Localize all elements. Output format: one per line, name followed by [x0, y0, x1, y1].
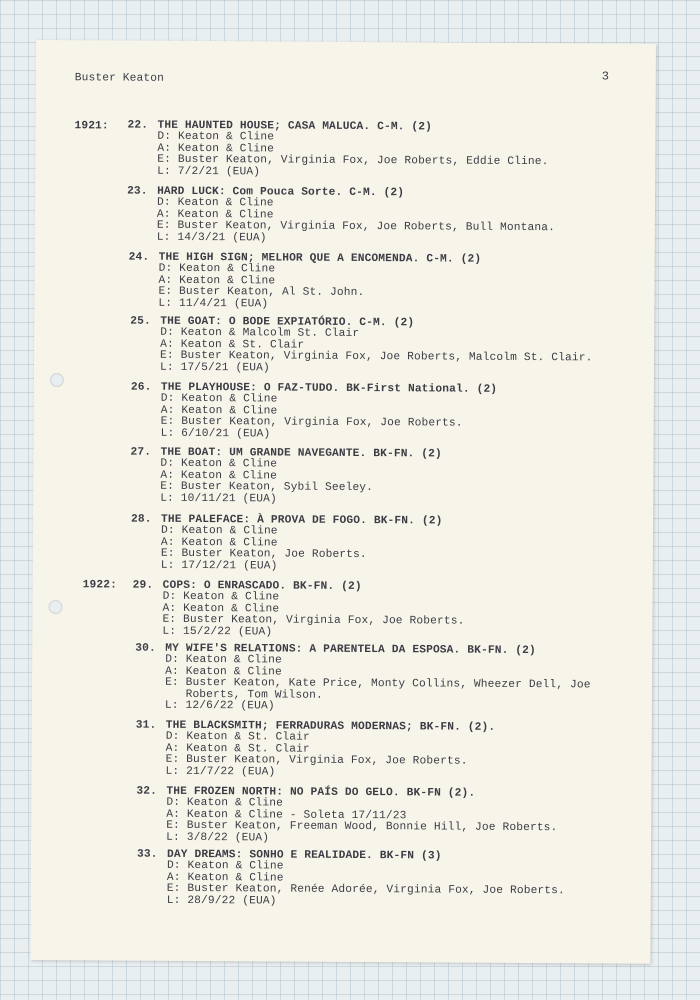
credit-line: L: 15/2/22 (EUA) — [162, 625, 273, 639]
credit-line: L: 3/8/22 (EUA) — [166, 831, 270, 845]
year-label-1922: 1922: — [82, 579, 118, 592]
entry-title: THE BLACKSMITH; FERRADURAS MODERNAS; BK-FN. (2). — [165, 719, 496, 734]
credit-line: L: 10/11/21 (EUA) — [160, 492, 277, 506]
credit-line: A: Keaton & Cline — [165, 665, 282, 679]
entry-number: 28. — [131, 513, 152, 526]
credit-line: E: Buster Keaton, Virginia Fox, Joe Roberts, Bull Montana. — [156, 219, 555, 235]
credit-line: D: Keaton & Cline — [165, 653, 282, 667]
credit-line: A: Keaton & Cline — [158, 274, 276, 288]
entry-title: THE FROZEN NORTH: NO PAÍS DO GELO. BK-FN (2). — [166, 785, 476, 800]
credit-line: A: Keaton & Cline — [160, 404, 278, 418]
entry-title: THE HIGH SIGN; MELHOR QUE A ENCOMENDA. C-M. (2) — [158, 251, 482, 266]
entry-number: 25. — [130, 315, 151, 328]
credit-line: E: Buster Keaton, Kate Price, Monty Collins, Wheezer Dell, Joe — [165, 676, 591, 692]
credit-line: E: Buster Keaton, Joe Roberts. — [160, 547, 367, 562]
entry-credits — [165, 732, 467, 780]
credit-line: A: Keaton & Cline — [156, 208, 274, 222]
entry-credits — [160, 328, 593, 377]
typed-page — [30, 40, 656, 964]
credit-line: L: 14/3/21 (EUA) — [156, 231, 267, 245]
entry-number: 32. — [136, 785, 158, 798]
credit-line: E: Buster Keaton, Virginia Fox, Joe Roberts. — [162, 613, 465, 628]
entry-title: THE HAUNTED HOUSE; CASA MALUCA. C-M. (2) — [157, 119, 433, 134]
credit-line: L: 11/4/21 (EUA) — [158, 297, 269, 311]
credit-line: A: Keaton & Cline — [162, 602, 280, 616]
credit-line: D: Keaton & Malcolm St. Clair — [160, 326, 360, 340]
credit-line: A: Keaton & Cline — [166, 871, 284, 885]
entry-number: 31. — [135, 719, 157, 732]
entry-credits — [165, 655, 591, 716]
credit-line: E: Buster Keaton, Virginia Fox, Joe Roberts. — [165, 753, 468, 768]
credit-line: L: 28/9/22 (EUA) — [166, 894, 277, 908]
credit-line: D: Keaton & St. Clair — [165, 730, 310, 744]
credit-line: A: Keaton & Cline — [157, 142, 275, 156]
credit-line: L: 21/7/22 (EUA) — [165, 765, 276, 779]
entry-title: THE PALEFACE: À PROVA DE FOGO. BK-FN. (2) — [161, 513, 443, 528]
entry-number: 29. — [132, 579, 154, 592]
credit-line: A: Keaton & Cline — [160, 536, 278, 550]
credit-line: D: Keaton & Cline — [160, 457, 278, 471]
credit-line: E: Buster Keaton, Al St. John. — [158, 285, 365, 300]
credit-line: A: Keaton & St. Clair — [160, 338, 305, 352]
entry-title: THE BOAT: UM GRANDE NAVEGANTE. BK-FN. (2) — [160, 446, 442, 461]
entry-number: 22. — [127, 119, 149, 132]
credit-line: E: Buster Keaton, Virginia Fox, Joe Roberts, Eddie Cline. — [157, 153, 549, 169]
credit-line: E: Buster Keaton, Freeman Wood, Bonnie Hill, Joe Roberts. — [166, 819, 558, 835]
credit-line: A: Keaton & Cline — [160, 469, 278, 483]
punch-hole — [50, 373, 64, 387]
entry-credits — [167, 861, 565, 910]
entry-credits — [157, 198, 555, 247]
entry-credits — [162, 592, 464, 640]
credit-line: A: Keaton & Cline - Soleta 17/11/23 — [166, 808, 407, 822]
entry-number: 24. — [128, 251, 150, 264]
entry-credits — [166, 798, 558, 847]
credit-line: E: Buster Keaton, Sybil Seeley. — [160, 480, 374, 495]
entry-title: THE GOAT: O BODE EXPIATÓRIO. C-M. (2) — [160, 315, 415, 330]
entry-credits — [160, 459, 373, 507]
entry-title: HARD LUCK: Com Pouca Sorte. C-M. (2) — [157, 185, 405, 200]
credit-line: E: Buster Keaton, Virginia Fox, Joe Roberts. — [160, 415, 463, 430]
credit-line: L: 6/10/21 (EUA) — [160, 427, 271, 441]
page-number: 3 — [601, 69, 610, 84]
entry-credits — [157, 132, 549, 181]
credit-line: D: Keaton & Cline — [160, 392, 278, 406]
entry-title: COPS: O ENRASCADO. BK-FN. (2) — [162, 579, 362, 593]
credit-line: E: Buster Keaton, Renée Adorée, Virginia Fox, Joe Roberts. — [166, 883, 565, 898]
entry-number: 27. — [130, 446, 152, 459]
entry-credits — [161, 394, 463, 442]
entry-credits — [161, 526, 367, 574]
entry-title: THE PLAYHOUSE: O FAZ-TUDO. BK-First National. (2) — [160, 381, 498, 396]
entry-credits — [158, 264, 364, 312]
year-label-1921: 1921: — [74, 120, 109, 133]
entry-number: 30. — [135, 642, 156, 655]
entry-title: MY WIFE'S RELATIONS: A PARENTELA DA ESPOSA. BK-FN. (2) — [165, 642, 536, 658]
punch-hole — [48, 600, 62, 614]
credit-line: A: Keaton & St. Clair — [165, 742, 310, 756]
credit-line: L: 7/2/21 (EUA) — [157, 165, 261, 179]
credit-line: Roberts, Tom Wilson. — [164, 688, 323, 702]
credit-line: D: Keaton & Cline — [157, 130, 275, 144]
credit-line: D: Keaton & Cline — [162, 590, 280, 604]
page-header-title: Buster Keaton — [74, 72, 165, 85]
credit-line: L: 17/12/21 (EUA) — [160, 559, 278, 573]
credit-line: D: Keaton & Cline — [166, 796, 284, 810]
credit-line: E: Buster Keaton, Virginia Fox, Joe Roberts, Malcolm St. Clair. — [160, 349, 593, 365]
credit-line: L: 12/6/22 (EUA) — [164, 700, 275, 713]
entry-number: 26. — [130, 381, 152, 394]
entry-title: DAY DREAMS: SONHO E REALIDADE. BK-FN (3) — [166, 848, 442, 863]
credit-line: D: Keaton & Cline — [158, 262, 276, 276]
credit-line: L: 17/5/21 (EUA) — [159, 361, 270, 375]
credit-line: D: Keaton & Cline — [166, 859, 284, 873]
credit-line: D: Keaton & Cline — [156, 196, 274, 210]
entry-number: 23. — [127, 185, 148, 198]
credit-line: D: Keaton & Cline — [160, 524, 278, 538]
entry-number: 33. — [136, 848, 158, 861]
